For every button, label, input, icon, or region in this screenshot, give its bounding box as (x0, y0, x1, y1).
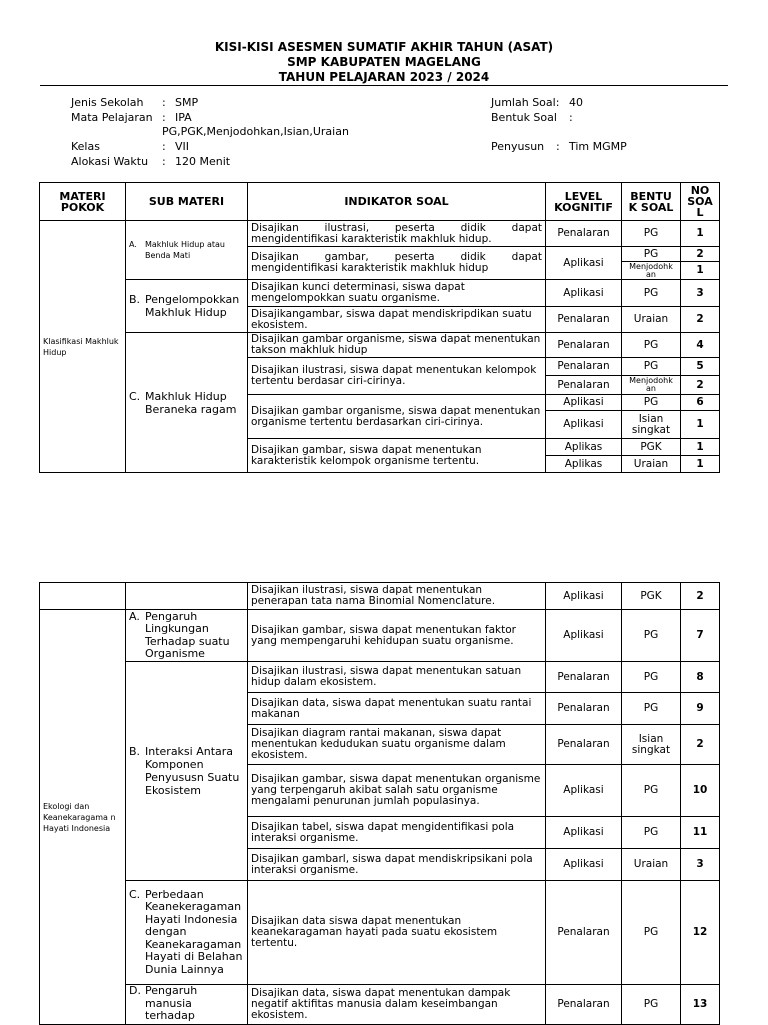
indikator-cell: Disajikan data, siswa dapat menentukan suatu rantai makanan (248, 693, 546, 725)
kelas-value: VII (175, 140, 190, 153)
level-cell: Penalaran (546, 221, 622, 247)
materi-pokok-cell (40, 583, 126, 610)
sub-materi-d (126, 985, 248, 1025)
table-header-row (40, 183, 720, 221)
bentuk-cell: PG (622, 765, 681, 817)
level-cell: Aplikasi (546, 849, 622, 881)
indikator-cell: Disajikan ilustrasi, siswa dapat menentukan satuan hidup dalam ekosistem. (248, 662, 546, 693)
bentuk-soal-value: PG,PGK,Menjodohkan,Isian,Uraian (162, 125, 349, 138)
no-cell: 1 (681, 439, 720, 456)
no-cell: 1 (681, 411, 720, 439)
jenis-sekolah-label: Jenis Sekolah (71, 96, 144, 109)
no-cell: 3 (681, 849, 720, 881)
bentuk-cell: PG (622, 881, 681, 985)
colon: : (162, 111, 166, 124)
table-row (40, 662, 720, 693)
bentuk-cell: PG (622, 333, 681, 358)
level-cell: Penalaran (546, 693, 622, 725)
materi-pokok-cell: Klasifikasi Makhluk Hidup (40, 221, 126, 473)
sub-materi-text: Interaksi Antara Komponen Penyususn Suatu Ekosistem (145, 745, 240, 797)
sub-materi-text: Pengaruh Lingkungan Terhadap suatu Organisme (145, 609, 230, 660)
sub-materi-a (126, 221, 248, 280)
jumlah-soal-value: 40 (569, 96, 583, 109)
sub-materi-cell (126, 583, 248, 610)
bentuk-cell: Uraian (622, 456, 681, 473)
indikator-cell: Disajikan ilustrasi, siswa dapat menentukan penerapan tata nama Binomial Nomenclature. (248, 583, 546, 610)
doc-title-line2: SMP KABUPATEN MAGELANG (287, 55, 481, 69)
table-row (40, 985, 720, 1025)
mapel-label: Mata Pelajaran (71, 111, 153, 124)
bentuk-cell: Menjodohk an (622, 376, 681, 395)
sub-materi-a (126, 610, 248, 662)
sub-letter: A. (129, 609, 140, 623)
no-cell: 4 (681, 333, 720, 358)
table-row (40, 221, 720, 247)
level-cell: Aplikasi (546, 411, 622, 439)
sub-materi-b (126, 662, 248, 881)
sub-materi-c (126, 333, 248, 473)
sub-materi-text: Pengaruh manusia terhadap (145, 984, 198, 1022)
doc-title-line3: TAHUN PELAJARAN 2023 / 2024 (278, 70, 490, 84)
indikator-cell: Disajikan gambar, siswa dapat menentukan karakteristik kelompok organisme tertentu. (248, 439, 546, 473)
colon: : (162, 155, 166, 168)
no-cell: 2 (681, 725, 720, 765)
indikator-cell: Disajikan ilustrasi, peserta didik dapat mengidentifikasi karakteristik makhluk hidup. (248, 221, 546, 247)
bentuk-cell: PG (622, 247, 681, 262)
sub-letter: C. (129, 389, 141, 403)
level-cell: Penalaran (546, 725, 622, 765)
no-cell: 2 (681, 376, 720, 395)
sub-letter: A. (129, 240, 137, 249)
kisi-table-1 (39, 182, 720, 473)
level-cell: Penalaran (546, 333, 622, 358)
level-cell: Penalaran (546, 376, 622, 395)
sub-materi-text: Pengelompokkan Makhluk Hidup (145, 293, 240, 319)
no-cell: 3 (681, 280, 720, 307)
no-cell: 9 (681, 693, 720, 725)
kisi-table-2 (39, 582, 720, 1025)
col-materi-pokok: MATERI POKOK (40, 183, 126, 221)
no-cell: 1 (681, 221, 720, 247)
level-cell: Aplikasi (546, 280, 622, 307)
level-cell: Aplikas (546, 456, 622, 473)
no-cell: 6 (681, 395, 720, 411)
table-row (40, 333, 720, 358)
colon: : (162, 96, 166, 109)
indikator-cell: Disajikan gambar organisme, siswa dapat menentukan organisme tertentu berdasarkan ciri-cirinya. (248, 395, 546, 439)
level-cell: Aplikasi (546, 610, 622, 662)
bentuk-cell: PG (622, 610, 681, 662)
level-cell: Penalaran (546, 358, 622, 376)
no-cell: 12 (681, 881, 720, 985)
no-cell: 13 (681, 985, 720, 1025)
doc-title-line1: KISI-KISI ASESMEN SUMATIF AKHIR TAHUN (ASAT) (214, 40, 554, 54)
sub-materi-b (126, 280, 248, 333)
jenis-sekolah-value: SMP (175, 96, 199, 109)
bentuk-cell: PG (622, 693, 681, 725)
colon: : (556, 140, 560, 153)
indikator-cell: Disajikan kunci determinasi, siswa dapat mengelompokkan suatu organisme. (248, 280, 546, 307)
bentuk-cell: Isian singkat (622, 411, 681, 439)
col-indikator-soal: INDIKATOR SOAL (248, 183, 546, 221)
alokasi-value: 120 Menit (175, 155, 231, 168)
header-rule (40, 85, 728, 86)
bentuk-cell: PG (622, 280, 681, 307)
bentuk-cell: Uraian (622, 849, 681, 881)
mapel-value: IPA (175, 111, 192, 124)
sub-letter: B. (129, 293, 141, 306)
bentuk-cell: Isian singkat (622, 725, 681, 765)
col-level-kognitif: LEVEL KOGNITIF (546, 183, 622, 221)
no-cell: 8 (681, 662, 720, 693)
level-cell: Penalaran (546, 662, 622, 693)
bentuk-cell: PG (622, 985, 681, 1025)
no-cell: 10 (681, 765, 720, 817)
sub-materi-text: Perbedaan Keanekeragaman Hayati Indonesia dengan Keanekaragaman Hayati di Belahan Dunia Lainnya (145, 887, 243, 976)
indikator-cell: Disajikan gambar, siswa dapat menentukan faktor yang mempengaruhi kehidupan suatu organisme. (248, 610, 546, 662)
no-cell: 2 (681, 583, 720, 610)
bentuk-cell: PGK (622, 583, 681, 610)
alokasi-label: Alokasi Waktu (71, 155, 149, 168)
sub-materi-text: Makhluk Hidup Beraneka ragam (145, 389, 237, 416)
no-cell: 1 (681, 262, 720, 280)
sub-letter: D. (129, 984, 141, 997)
penyusun-label: Penyusun (491, 140, 545, 153)
level-cell: Penalaran (546, 985, 622, 1025)
no-cell: 7 (681, 610, 720, 662)
bentuk-cell: PGK (622, 439, 681, 456)
sub-materi-c (126, 881, 248, 985)
level-cell: Penalaran (546, 307, 622, 333)
sub-materi-text: Makhluk Hidup atau Benda Mati (145, 240, 225, 260)
level-cell: Aplikas (546, 439, 622, 456)
indikator-cell: Disajikan ilustrasi, siswa dapat menentukan kelompok tertentu berdasar ciri-cirinya. (248, 358, 546, 395)
no-cell: 5 (681, 358, 720, 376)
bentuk-cell: PG (622, 662, 681, 693)
level-cell: Aplikasi (546, 817, 622, 849)
indikator-cell: Disajikan tabel, siswa dapat mengidentifikasi pola interaksi organisme. (248, 817, 546, 849)
level-cell: Penalaran (546, 881, 622, 985)
no-cell: 11 (681, 817, 720, 849)
sub-letter: C. (129, 887, 141, 901)
indikator-cell: Disajikangambar, siswa dapat mendiskripdikan suatu ekosistem. (248, 307, 546, 333)
indikator-cell: Disajikan gambarl, siswa dapat mendiskripsikani pola interaksi organisme. (248, 849, 546, 881)
no-cell: 2 (681, 247, 720, 262)
indikator-cell: Disajikan gambar, siswa dapat menentukan organisme yang terpengaruh akibat salah satu organisme mengalami penurunan jumlah populasinya. (248, 765, 546, 817)
sub-letter: B. (129, 745, 141, 758)
colon: : (162, 140, 166, 153)
bentuk-cell: PG (622, 395, 681, 411)
colon: : (569, 111, 573, 124)
no-cell: 2 (681, 307, 720, 333)
bentuk-cell: PG (622, 817, 681, 849)
table-row (40, 583, 720, 610)
col-bentuk-soal: BENTU K SOAL (622, 183, 681, 221)
indikator-cell: Disajikan gambar, peserta didik dapat mengidentifikasi karakteristik makhluk hidup (248, 247, 546, 280)
indikator-cell: Disajikan diagram rantai makanan, siswa dapat menentukan kedudukan suatu organisme dalam ekosistem. (248, 725, 546, 765)
jumlah-soal-label: Jumlah Soal: (491, 96, 560, 109)
indikator-cell: Disajikan gambar organisme, siswa dapat menentukan takson makhluk hidup (248, 333, 546, 358)
bentuk-cell: PG (622, 221, 681, 247)
table-row (40, 280, 720, 307)
bentuk-soal-label: Bentuk Soal (491, 111, 557, 124)
level-cell: Aplikasi (546, 583, 622, 610)
level-cell: Aplikasi (546, 765, 622, 817)
indikator-cell: Disajikan data siswa dapat menentukan keanekaragaman hayati pada suatu ekosistem tertentu. (248, 881, 546, 985)
bentuk-cell: Uraian (622, 307, 681, 333)
bentuk-cell: Menjodohk an (622, 262, 681, 280)
col-no-soal: NO SOA L (681, 183, 720, 221)
level-cell: Aplikasi (546, 395, 622, 411)
no-cell: 1 (681, 456, 720, 473)
materi-pokok-cell: Ekologi dan Keanekaragama n Hayati Indonesia (40, 610, 126, 1025)
col-sub-materi: SUB MATERI (126, 183, 248, 221)
penyusun-value: Tim MGMP (569, 140, 627, 153)
indikator-cell: Disajikan data, siswa dapat menentukan dampak negatif aktifitas manusia dalam keseimbangan ekosistem. (248, 985, 546, 1025)
bentuk-cell: PG (622, 358, 681, 376)
table-row (40, 610, 720, 662)
level-cell: Aplikasi (546, 247, 622, 280)
kelas-label: Kelas (71, 140, 100, 153)
table-row (40, 881, 720, 985)
